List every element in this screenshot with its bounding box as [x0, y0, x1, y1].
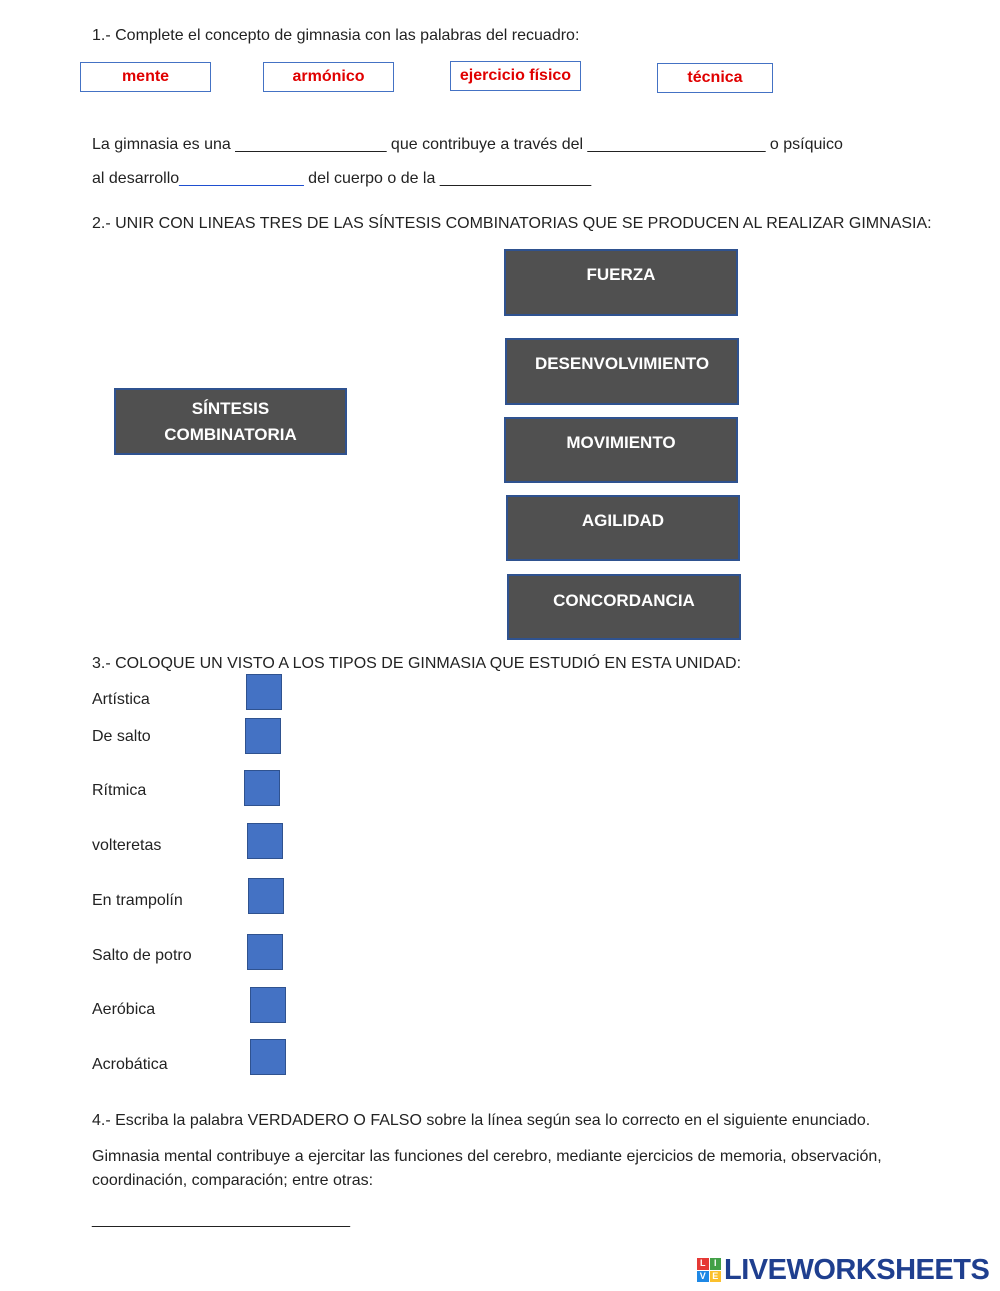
q4-statement-line1: Gimnasia mental contribuye a ejercitar las funciones del cerebro, mediante ejercicios de memoria, observación,: [92, 1148, 882, 1165]
q2-prompt: 2.- UNIR CON LINEAS TRES DE LAS SÍNTESIS COMBINATORIAS QUE SE PRODUCEN AL REALIZAR GIMNASIA:: [92, 215, 932, 232]
q1-sentence-line1: [92, 135, 843, 155]
logo-mark-letter-v: V: [697, 1271, 709, 1283]
q1-blank-3[interactable]: ______________: [179, 170, 304, 187]
checkbox-acrobatica[interactable]: [250, 1039, 286, 1075]
option-de-salto-label: De salto: [92, 728, 151, 745]
option-ritmica-label: Rítmica: [92, 782, 147, 799]
word-box-mente: mente: [80, 62, 211, 92]
logo-mark-letter-l: L: [697, 1258, 709, 1270]
liveworksheets-logo-icon: [697, 1258, 721, 1282]
liveworksheets-logo: [697, 1254, 989, 1286]
q1-line2-text-b: del cuerpo o de la: [303, 170, 440, 187]
q1-blank-1[interactable]: _________________: [235, 136, 387, 153]
option-en-trampolin-label: En trampolín: [92, 892, 183, 909]
q1-sentence-line2: [92, 169, 591, 189]
q1-line1-text-a: La gimnasia es una: [92, 136, 236, 153]
option-volteretas-label: volteretas: [92, 837, 162, 854]
checkbox-salto-de-potro[interactable]: [247, 934, 283, 970]
checkbox-de-salto[interactable]: [245, 718, 281, 754]
q1-line2-text-a: al desarrollo: [92, 170, 180, 187]
q4-prompt: 4.- Escriba la palabra VERDADERO O FALSO sobre la línea según sea lo correcto en el siguiente enunciado.: [92, 1112, 871, 1129]
checkbox-en-trampolin[interactable]: [248, 878, 284, 914]
box-movimiento[interactable]: MOVIMIENTO: [504, 417, 738, 483]
liveworksheets-logo-text: LIVEWORKSHEETS: [724, 1253, 990, 1286]
sintesis-box-line2: COMBINATORIA: [164, 424, 297, 444]
box-concordancia[interactable]: CONCORDANCIA: [507, 574, 741, 640]
logo-mark-letter-e: E: [710, 1271, 722, 1283]
q1-blank-4[interactable]: _________________: [439, 170, 592, 187]
checkbox-ritmica[interactable]: [244, 770, 280, 806]
option-acrobatica-label: Acrobática: [92, 1056, 168, 1073]
box-fuerza[interactable]: FUERZA: [504, 249, 738, 316]
q4-statement-line2: coordinación, comparación; entre otras:: [92, 1172, 374, 1189]
word-box-tecnica: técnica: [657, 63, 773, 93]
checkbox-volteretas[interactable]: [247, 823, 283, 859]
q1-prompt: 1.- Complete el concepto de gimnasia con las palabras del recuadro:: [92, 27, 580, 44]
logo-mark-letter-i: I: [710, 1258, 722, 1270]
q1-blank-2[interactable]: ____________________: [587, 136, 766, 153]
box-desenvolvimiento[interactable]: DESENVOLVIMIENTO: [505, 338, 739, 405]
word-box-armonico: armónico: [263, 62, 394, 92]
sintesis-combinatoria-box[interactable]: [114, 388, 347, 455]
checkbox-aerobica[interactable]: [250, 987, 286, 1023]
sintesis-box-line1: SÍNTESIS: [191, 398, 270, 418]
q1-line1-text-b: que contribuye a través del: [386, 136, 588, 153]
box-agilidad[interactable]: AGILIDAD: [506, 495, 740, 561]
q4-answer-line[interactable]: _____________________________: [92, 1211, 351, 1228]
q3-prompt: 3.- COLOQUE UN VISTO A LOS TIPOS DE GINMASIA QUE ESTUDIÓ EN ESTA UNIDAD:: [92, 655, 742, 672]
checkbox-artistica[interactable]: [246, 674, 282, 710]
word-box-ejercicio-fisico: ejercicio físico: [450, 61, 581, 91]
option-aerobica-label: Aeróbica: [92, 1001, 156, 1018]
option-artistica-label: Artística: [92, 691, 150, 708]
option-salto-de-potro-label: Salto de potro: [92, 947, 192, 964]
q1-line1-text-c: o psíquico: [765, 136, 843, 153]
